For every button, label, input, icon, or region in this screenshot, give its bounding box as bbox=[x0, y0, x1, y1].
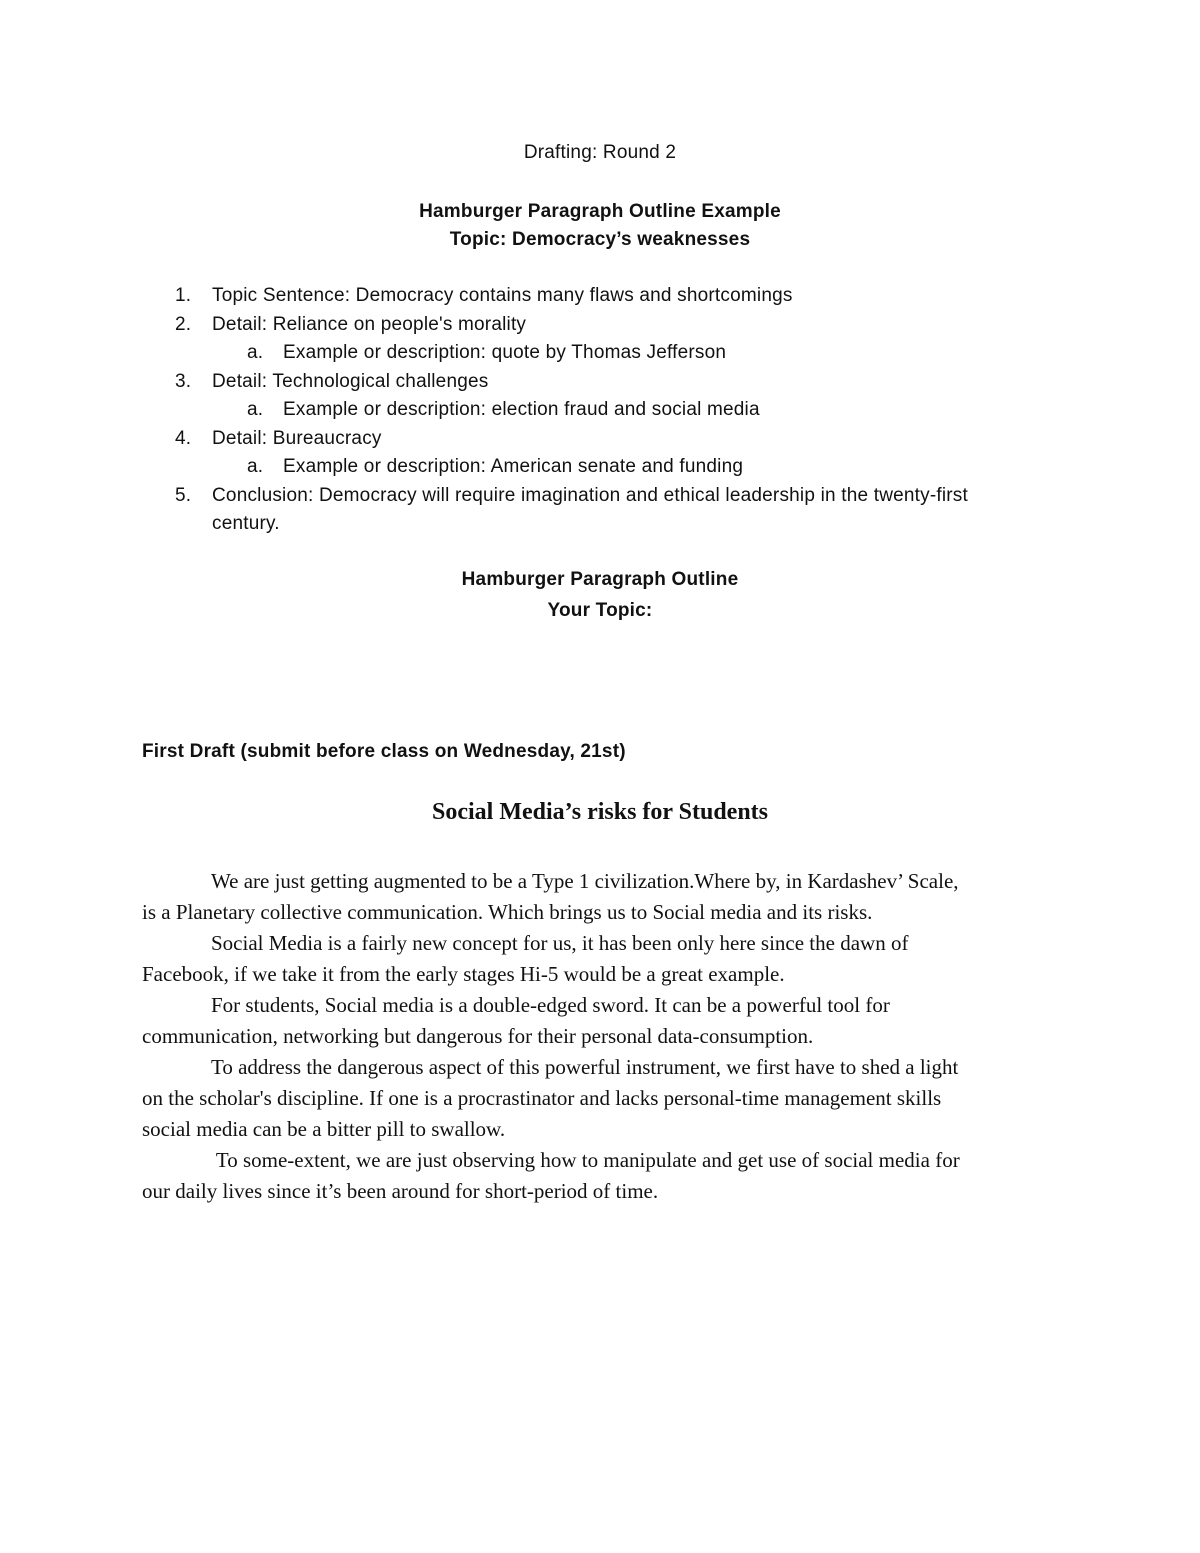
outline-heading: Hamburger Paragraph Outline bbox=[461, 569, 739, 590]
list-item: Detail: Technological challenges bbox=[212, 370, 489, 392]
outline-topic: Your Topic: bbox=[547, 600, 653, 621]
sub-list-item: Example or description: election fraud and social media bbox=[283, 399, 760, 420]
first-draft-label: First Draft (submit before class on Wednesday, 21st) bbox=[142, 741, 626, 762]
draft-line: Social Media is a fairly new concept for us, it has been only here since the dawn of bbox=[211, 931, 909, 955]
example-topic: Topic: Democracy’s weaknesses bbox=[449, 229, 751, 250]
list-item: century. bbox=[212, 513, 280, 534]
list-marker: 3. bbox=[175, 370, 192, 392]
list-marker: a. bbox=[247, 456, 264, 477]
list-marker: 2. bbox=[175, 313, 192, 335]
draft-line: To some-extent, we are just observing how to manipulate and get use of social media for bbox=[211, 1148, 960, 1172]
draft-line: communication, networking but dangerous for their personal data-consumption. bbox=[142, 1024, 814, 1048]
draft-line: our daily lives since it’s been around for short-period of time. bbox=[142, 1179, 659, 1203]
example-heading: Hamburger Paragraph Outline Example bbox=[419, 201, 781, 222]
list-marker: a. bbox=[247, 399, 264, 420]
sub-list-item: Example or description: quote by Thomas Jefferson bbox=[283, 342, 727, 363]
document-title: Drafting: Round 2 bbox=[523, 142, 677, 163]
draft-line: We are just getting augmented to be a Type 1 civilization.Where by, in Kardashev’ Scale, bbox=[211, 869, 959, 893]
draft-line: social media can be a bitter pill to swallow. bbox=[142, 1117, 506, 1141]
list-item: Conclusion: Democracy will require imagination and ethical leadership in the twenty-first bbox=[212, 484, 968, 506]
draft-line: on the scholar's discipline. If one is a procrastinator and lacks personal-time management skills bbox=[142, 1086, 942, 1110]
list-item: Topic Sentence: Democracy contains many flaws and shortcomings bbox=[212, 285, 793, 306]
draft-line: Facebook, if we take it from the early stages Hi-5 would be a great example. bbox=[142, 962, 785, 986]
draft-line: is a Planetary collective communication. Which brings us to Social media and its risks. bbox=[142, 900, 873, 924]
draft-line: For students, Social media is a double-edged sword. It can be a powerful tool for bbox=[211, 993, 890, 1017]
sub-list-item: Example or description: American senate and funding bbox=[283, 456, 744, 477]
list-item: Detail: Reliance on people's morality bbox=[212, 313, 527, 335]
draft-line: To address the dangerous aspect of this powerful instrument, we first have to shed a light bbox=[211, 1055, 959, 1079]
list-marker: 4. bbox=[175, 427, 192, 449]
list-marker: a. bbox=[247, 342, 264, 363]
draft-title: Social Media’s risks for Students bbox=[431, 799, 769, 825]
list-item: Detail: Bureaucracy bbox=[212, 427, 382, 449]
list-marker: 1. bbox=[175, 285, 192, 306]
list-marker: 5. bbox=[175, 484, 192, 506]
